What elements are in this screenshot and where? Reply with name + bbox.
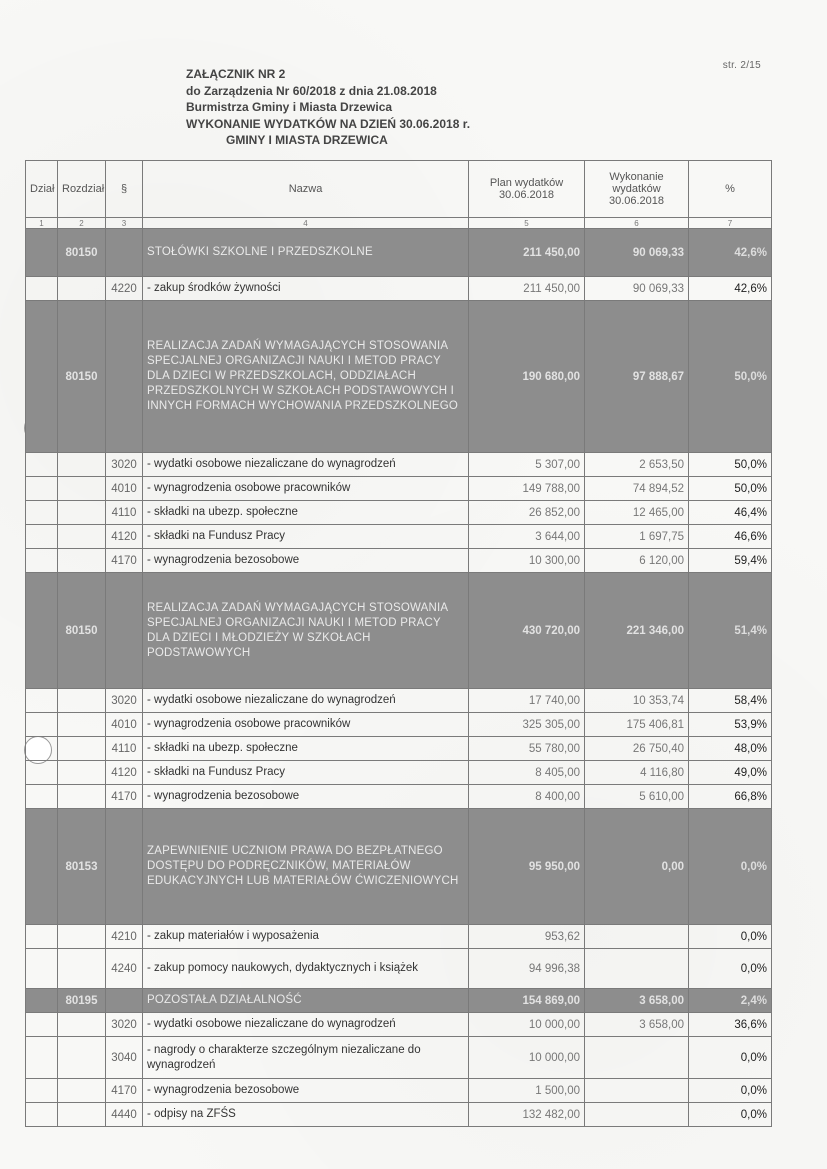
plan-cell: 95 950,00: [469, 809, 585, 925]
name-cell: - wydatki osobowe niezaliczane do wynagrodzeń: [143, 1013, 469, 1037]
plan-cell: 17 740,00: [469, 689, 585, 713]
column-number: 3: [106, 218, 143, 229]
paragraf-cell: 4110: [106, 737, 143, 761]
paragraf-cell: [106, 301, 143, 453]
percent-cell: 59,4%: [689, 549, 772, 573]
paragraph-row: [26, 737, 772, 761]
page-number: str. 2/15: [722, 60, 761, 71]
dzial-cell: [26, 301, 58, 453]
plan-cell: 10 300,00: [469, 549, 585, 573]
percent-cell: 42,6%: [689, 229, 772, 277]
column-number: 6: [585, 218, 689, 229]
paragraf-cell: 3020: [106, 689, 143, 713]
name-cell: STOŁÓWKI SZKOLNE I PRZEDSZKOLNE: [143, 229, 469, 277]
percent-cell: 46,4%: [689, 501, 772, 525]
rozdzial-cell: [58, 277, 106, 301]
paragraph-row: [26, 1103, 772, 1127]
header-annex-title: ZAŁĄCZNIK NR 2: [186, 67, 286, 81]
paragraph-row: [26, 1079, 772, 1103]
paragraf-cell: 3040: [106, 1037, 143, 1079]
execution-cell: 175 406,81: [585, 713, 689, 737]
name-cell: - wydatki osobowe niezaliczane do wynagrodzeń: [143, 689, 469, 713]
dzial-cell: [26, 525, 58, 549]
execution-cell: 12 465,00: [585, 501, 689, 525]
rozdzial-cell: [58, 525, 106, 549]
percent-cell: 51,4%: [689, 573, 772, 689]
percent-cell: 0,0%: [689, 1079, 772, 1103]
dzial-cell: [26, 477, 58, 501]
percent-cell: 0,0%: [689, 809, 772, 925]
rozdzial-cell: [58, 1037, 106, 1079]
percent-cell: 48,0%: [689, 737, 772, 761]
paragraf-cell: 4120: [106, 761, 143, 785]
execution-cell: 0,00: [585, 809, 689, 925]
execution-cell: 4 116,80: [585, 761, 689, 785]
dzial-cell: [26, 989, 58, 1013]
dzial-cell: [26, 713, 58, 737]
paragraf-cell: 4170: [106, 549, 143, 573]
name-cell: - wynagrodzenia osobowe pracowników: [143, 477, 469, 501]
dzial-cell: [26, 453, 58, 477]
col-header-nazwa: Nazwa: [143, 161, 469, 218]
rozdzial-cell: [58, 501, 106, 525]
paragraf-cell: 4440: [106, 1103, 143, 1127]
name-cell: - zakup środków żywności: [143, 277, 469, 301]
chapter-row: [26, 989, 772, 1013]
percent-cell: 0,0%: [689, 925, 772, 949]
paragraph-row: [26, 689, 772, 713]
header-report-title: WYKONANIE WYDATKÓW NA DZIEŃ 30.06.2018 r.: [186, 116, 471, 131]
name-cell: - zakup pomocy naukowych, dydaktycznych i książek: [143, 949, 469, 989]
name-cell: - składki na ubezp. społeczne: [143, 737, 469, 761]
rozdzial-cell: 80150: [58, 229, 106, 277]
rozdzial-cell: [58, 689, 106, 713]
dzial-cell: [26, 501, 58, 525]
rozdzial-cell: [58, 477, 106, 501]
name-cell: - składki na Fundusz Pracy: [143, 525, 469, 549]
paragraf-cell: 4110: [106, 501, 143, 525]
table-body: [26, 229, 772, 1127]
percent-cell: 53,9%: [689, 713, 772, 737]
dzial-cell: [26, 1079, 58, 1103]
dzial-cell: [26, 689, 58, 713]
name-cell: REALIZACJA ZADAŃ WYMAGAJĄCYCH STOSOWANIA SPECJALNEJ ORGANIZACJI NAUKI I METOD PRACY DLA DZIECI I MŁODZIEŻY W SZKOŁACH PODSTAWOWYCH: [143, 573, 469, 689]
execution-cell: 74 894,52: [585, 477, 689, 501]
name-cell: - nagrody o charakterze szczególnym niezaliczane do wynagrodzeń: [143, 1037, 469, 1079]
paragraph-row: [26, 713, 772, 737]
header-issuer: Burmistrza Gminy i Miasta Drzewica: [186, 100, 393, 114]
percent-cell: 66,8%: [689, 785, 772, 809]
execution-cell: [585, 949, 689, 989]
percent-cell: 0,0%: [689, 1037, 772, 1079]
paragraf-cell: 4220: [106, 277, 143, 301]
rozdzial-cell: 80153: [58, 809, 106, 925]
dzial-cell: [26, 809, 58, 925]
paragraf-cell: 3020: [106, 1013, 143, 1037]
col-header-dzial: Dział: [26, 161, 58, 218]
name-cell: POZOSTAŁA DZIAŁALNOŚĆ: [143, 989, 469, 1013]
table-header-row: [26, 161, 772, 218]
execution-cell: 5 610,00: [585, 785, 689, 809]
chapter-row: [26, 229, 772, 277]
paragraf-cell: [106, 573, 143, 689]
execution-cell: [585, 1037, 689, 1079]
execution-cell: 3 658,00: [585, 1013, 689, 1037]
execution-cell: 97 888,67: [585, 301, 689, 453]
plan-cell: 325 305,00: [469, 713, 585, 737]
plan-cell: 211 450,00: [469, 229, 585, 277]
paragraf-cell: 4010: [106, 477, 143, 501]
rozdzial-cell: 80150: [58, 301, 106, 453]
name-cell: - wynagrodzenia bezosobowe: [143, 549, 469, 573]
paragraf-cell: 3020: [106, 453, 143, 477]
paragraph-row: [26, 277, 772, 301]
name-cell: - wynagrodzenia bezosobowe: [143, 785, 469, 809]
name-cell: REALIZACJA ZADAŃ WYMAGAJĄCYCH STOSOWANIA SPECJALNEJ ORGANIZACJI NAUKI I METOD PRACY DLA DZIECI W PRZEDSZKOLACH, ODDZIAŁACH PRZEDSZKOLNYCH W SZKOŁACH PODSTAWOWYCH I INNYCH FORMACH WYCHOWANIA PRZEDSZKOLNEGO: [143, 301, 469, 453]
rozdzial-cell: [58, 949, 106, 989]
plan-cell: 1 500,00: [469, 1079, 585, 1103]
execution-cell: 26 750,40: [585, 737, 689, 761]
execution-cell: 221 346,00: [585, 573, 689, 689]
column-number: 5: [469, 218, 585, 229]
expenditure-table: [25, 160, 772, 1127]
header-municipality: GMINY I MIASTA DRZEWICA: [226, 133, 388, 147]
plan-cell: 94 996,38: [469, 949, 585, 989]
paragraf-cell: 4010: [106, 713, 143, 737]
paragraf-cell: 4240: [106, 949, 143, 989]
dzial-cell: [26, 737, 58, 761]
percent-cell: 42,6%: [689, 277, 772, 301]
plan-cell: 430 720,00: [469, 573, 585, 689]
paragraph-row: [26, 949, 772, 989]
paragraph-row: [26, 925, 772, 949]
paragraf-cell: 4170: [106, 1079, 143, 1103]
rozdzial-cell: [58, 737, 106, 761]
name-cell: - wynagrodzenia osobowe pracowników: [143, 713, 469, 737]
chapter-row: [26, 301, 772, 453]
execution-cell: 2 653,50: [585, 453, 689, 477]
execution-cell: [585, 925, 689, 949]
rozdzial-cell: [58, 549, 106, 573]
percent-cell: 0,0%: [689, 949, 772, 989]
plan-cell: 3 644,00: [469, 525, 585, 549]
rozdzial-cell: [58, 713, 106, 737]
dzial-cell: [26, 229, 58, 277]
col-header-procent: %: [689, 161, 772, 218]
name-cell: - wynagrodzenia bezosobowe: [143, 1079, 469, 1103]
dzial-cell: [26, 277, 58, 301]
percent-cell: 58,4%: [689, 689, 772, 713]
name-cell: - składki na ubezp. społeczne: [143, 501, 469, 525]
paragraf-cell: 4210: [106, 925, 143, 949]
rozdzial-cell: [58, 761, 106, 785]
execution-cell: 90 069,33: [585, 277, 689, 301]
column-number: 2: [58, 218, 106, 229]
execution-cell: 90 069,33: [585, 229, 689, 277]
execution-cell: 1 697,75: [585, 525, 689, 549]
plan-cell: 154 869,00: [469, 989, 585, 1013]
chapter-row: [26, 573, 772, 689]
plan-cell: 211 450,00: [469, 277, 585, 301]
dzial-cell: [26, 785, 58, 809]
name-cell: ZAPEWNIENIE UCZNIOM PRAWA DO BEZPŁATNEGO DOSTĘPU DO PODRĘCZNIKÓW, MATERIAŁÓW EDUKACYJNYCH LUB MATERIAŁÓW ĆWICZENIOWYCH: [143, 809, 469, 925]
dzial-cell: [26, 573, 58, 689]
execution-cell: 3 658,00: [585, 989, 689, 1013]
plan-cell: 10 000,00: [469, 1013, 585, 1037]
paragraph-row: [26, 477, 772, 501]
column-number: 1: [26, 218, 58, 229]
name-cell: - wydatki osobowe niezaliczane do wynagrodzeń: [143, 453, 469, 477]
plan-cell: 8 400,00: [469, 785, 585, 809]
plan-cell: 5 307,00: [469, 453, 585, 477]
paragraph-row: [26, 453, 772, 477]
plan-cell: 132 482,00: [469, 1103, 585, 1127]
paragraph-row: [26, 1037, 772, 1079]
paragraf-cell: [106, 809, 143, 925]
paragraph-row: [26, 525, 772, 549]
paragraf-cell: [106, 989, 143, 1013]
percent-cell: 50,0%: [689, 301, 772, 453]
rozdzial-cell: [58, 785, 106, 809]
name-cell: - odpisy na ZFŚS: [143, 1103, 469, 1127]
paragraph-row: [26, 501, 772, 525]
column-number-row: [26, 218, 772, 229]
paragraf-cell: [106, 229, 143, 277]
rozdzial-cell: [58, 1103, 106, 1127]
rozdzial-cell: [58, 453, 106, 477]
dzial-cell: [26, 1013, 58, 1037]
column-number: 7: [689, 218, 772, 229]
paragraph-row: [26, 549, 772, 573]
percent-cell: 36,6%: [689, 1013, 772, 1037]
plan-cell: 55 780,00: [469, 737, 585, 761]
plan-cell: 149 788,00: [469, 477, 585, 501]
dzial-cell: [26, 1037, 58, 1079]
name-cell: - składki na Fundusz Pracy: [143, 761, 469, 785]
col-header-wykonanie: Wykonanie wydatków 30.06.2018: [585, 161, 689, 218]
paragraf-cell: 4120: [106, 525, 143, 549]
execution-cell: [585, 1103, 689, 1127]
document-header: [186, 66, 666, 149]
plan-cell: 26 852,00: [469, 501, 585, 525]
execution-cell: [585, 1079, 689, 1103]
dzial-cell: [26, 549, 58, 573]
rozdzial-cell: [58, 1013, 106, 1037]
col-header-paragraf: §: [106, 161, 143, 218]
dzial-cell: [26, 1103, 58, 1127]
rozdzial-cell: [58, 925, 106, 949]
col-header-plan: Plan wydatków 30.06.2018: [469, 161, 585, 218]
percent-cell: 46,6%: [689, 525, 772, 549]
rozdzial-cell: 80195: [58, 989, 106, 1013]
execution-cell: 10 353,74: [585, 689, 689, 713]
column-number: 4: [143, 218, 469, 229]
rozdzial-cell: 80150: [58, 573, 106, 689]
paragraph-row: [26, 1013, 772, 1037]
plan-cell: 8 405,00: [469, 761, 585, 785]
percent-cell: 0,0%: [689, 1103, 772, 1127]
plan-cell: 953,62: [469, 925, 585, 949]
dzial-cell: [26, 925, 58, 949]
name-cell: - zakup materiałów i wyposażenia: [143, 925, 469, 949]
chapter-row: [26, 809, 772, 925]
execution-cell: 6 120,00: [585, 549, 689, 573]
paragraph-row: [26, 785, 772, 809]
dzial-cell: [26, 949, 58, 989]
plan-cell: 10 000,00: [469, 1037, 585, 1079]
percent-cell: 2,4%: [689, 989, 772, 1013]
col-header-rozdzial: Rozdział: [58, 161, 106, 218]
percent-cell: 50,0%: [689, 453, 772, 477]
paragraf-cell: 4170: [106, 785, 143, 809]
plan-cell: 190 680,00: [469, 301, 585, 453]
paragraph-row: [26, 761, 772, 785]
header-decree-ref: do Zarządzenia Nr 60/2018 z dnia 21.08.2018: [186, 83, 437, 98]
dzial-cell: [26, 761, 58, 785]
percent-cell: 50,0%: [689, 477, 772, 501]
percent-cell: 49,0%: [689, 761, 772, 785]
rozdzial-cell: [58, 1079, 106, 1103]
